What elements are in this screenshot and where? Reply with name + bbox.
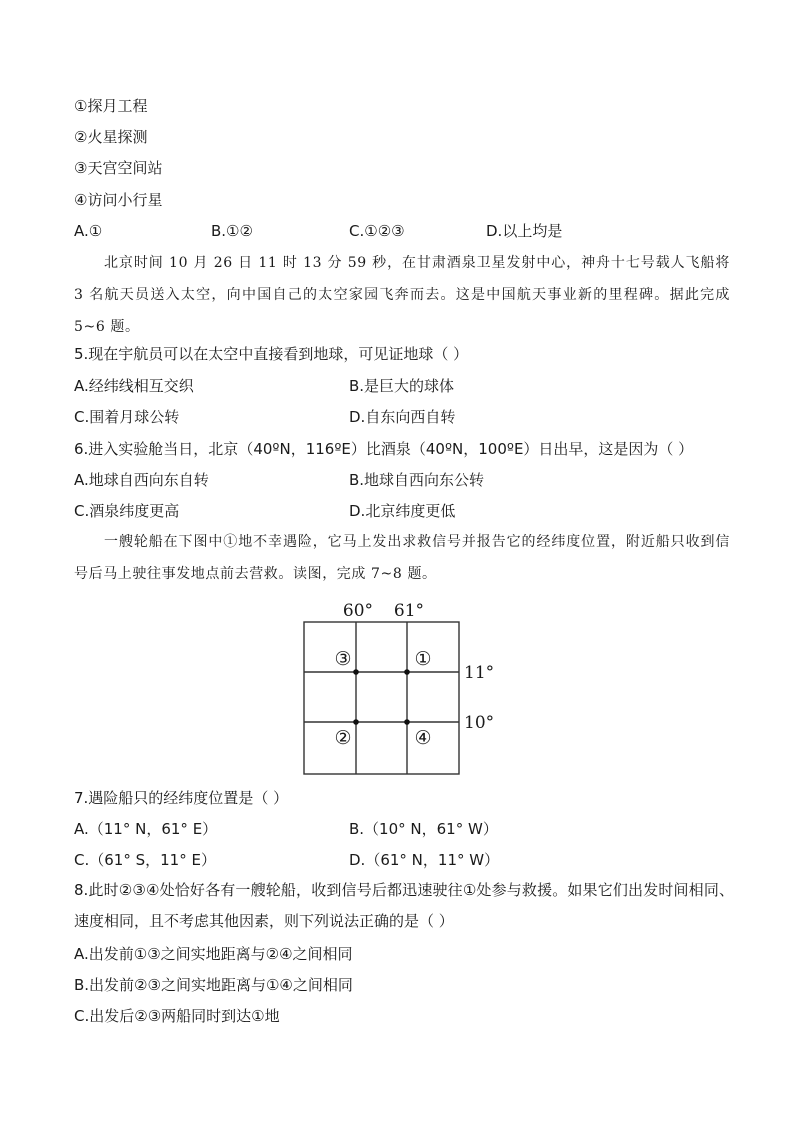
- q4-option-d: D.以上均是: [486, 222, 563, 240]
- grid-point: [353, 719, 359, 725]
- lon-label-61: 61°: [393, 601, 425, 621]
- lat-lon-grid-map: [296, 596, 506, 778]
- lat-label-10: 10°: [464, 713, 495, 733]
- q4-options: [74, 221, 734, 241]
- q7-option-d: D.（61° N，11° W）: [349, 851, 500, 869]
- grid-border: [304, 622, 459, 774]
- q7-option-c: C.（61° S，11° E）: [74, 851, 216, 869]
- list-item-3: ③天宫空间站: [74, 159, 163, 177]
- q7-stem: 7.遇险船只的经纬度位置是（ ）: [74, 789, 289, 807]
- q4-option-c: C.①②③: [349, 222, 405, 240]
- q5-option-d: D.自东向西自转: [349, 408, 456, 426]
- marker-1: ①: [414, 648, 432, 670]
- q6-option-d: D.北京纬度更低: [349, 502, 456, 520]
- grid-point: [353, 669, 359, 675]
- q5-stem: 5.现在宇航员可以在太空中直接看到地球，可见证地球（ ）: [74, 345, 469, 363]
- list-item-2: ②火星探测: [74, 128, 148, 146]
- q5-options-row-2: [74, 407, 734, 427]
- marker-2: ②: [334, 727, 352, 749]
- q6-option-b: B.地球自西向东公转: [349, 471, 485, 489]
- q6-option-c: C.酒泉纬度更高: [74, 502, 180, 520]
- lon-label-60: 60°: [342, 601, 374, 621]
- marker-3: ③: [334, 648, 352, 670]
- list-item-4: ④访问小行星: [74, 191, 163, 209]
- q6-option-a: A.地球自西向东自转: [74, 471, 209, 489]
- q6-options-row-2: [74, 501, 734, 521]
- q6-stem: 6.进入实验舱当日，北京（40ºN，116ºE）比酒泉（40ºN，100ºE）日出早，这是因为（ ）: [74, 440, 694, 458]
- grid-point: [404, 719, 410, 725]
- q8-option-a: A.出发前①③之间实地距离与②④之间相同: [74, 945, 353, 963]
- q5-options-row-1: [74, 376, 734, 396]
- marker-4: ④: [414, 727, 432, 749]
- q7-option-b: B.（10° N，61° W）: [349, 820, 498, 838]
- q8-option-b: B.出发前②③之间实地距离与①④之间相同: [74, 976, 353, 994]
- q4-option-a: A.①: [74, 222, 103, 240]
- q6-options-row-1: [74, 470, 734, 490]
- passage-shenzhou: 北京时间 10 月 26 日 11 时 13 分 59 秒，在甘肃酒泉卫星发射中心，神舟十七号载人飞船将 3 名航天员送入太空，向中国自己的太空家园飞奔而去。这是中国航天事业新的里程碑。据此完成 5~6 题。: [74, 255, 730, 335]
- lat-label-11: 11°: [464, 663, 495, 683]
- q7-options-row-2: [74, 850, 734, 870]
- q4-option-b: B.①②: [211, 222, 253, 240]
- list-item-1: ①探月工程: [74, 97, 148, 115]
- q7-options-row-1: [74, 819, 734, 839]
- passage-ship: 一艘轮船在下图中①地不幸遇险，它马上发出求救信号并报告它的经纬度位置，附近船只收到信号后马上驶往事发地点前去营救。读图，完成 7~8 题。: [74, 534, 730, 582]
- q8-option-c: C.出发后②③两船同时到达①地: [74, 1007, 280, 1025]
- q5-option-c: C.围着月球公转: [74, 408, 180, 426]
- q5-option-b: B.是巨大的球体: [349, 377, 455, 395]
- grid-point: [404, 669, 410, 675]
- q5-option-a: A.经纬线相互交织: [74, 377, 194, 395]
- q8-stem: 8.此时②③④处恰好各有一艘轮船，收到信号后都迅速驶往①处参与救援。如果它们出发时间相同、速度相同，且不考虑其他因素，则下列说法正确的是（ ）: [74, 881, 734, 930]
- q7-option-a: A.（11° N，61° E）: [74, 820, 218, 838]
